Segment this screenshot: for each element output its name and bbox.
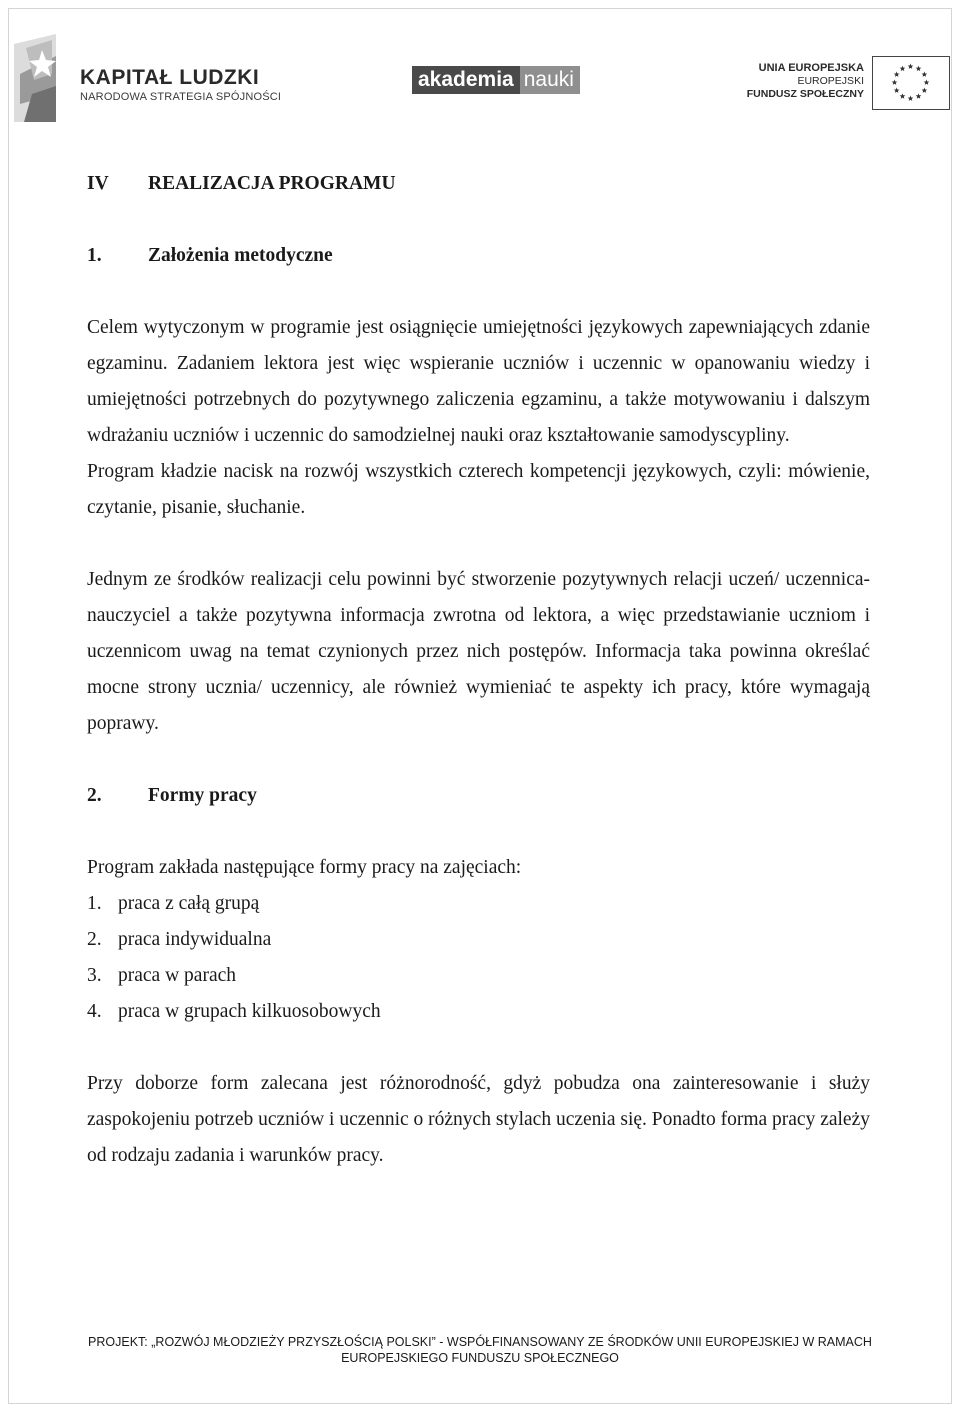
eu-line3: FUNDUSZ SPOŁECZNY [746, 88, 864, 100]
akademia-logo-part: akademia [412, 66, 520, 94]
section-number: IV [87, 173, 109, 194]
eu-star-icon [922, 72, 928, 77]
forms-list [87, 886, 870, 1030]
eu-line2: EUROPEJSKI [797, 75, 864, 87]
footer-line1: PROJEKT: „ROZWÓJ MŁODZIEŻY PRZYSZŁOŚCIĄ POLSKI” - WSPÓŁFINANSOWANY ZE ŚRODKÓW UNII EUROPEJSKIEJ W RAMACH [88, 1335, 872, 1349]
subsection-title-2: Formy pracy [148, 785, 257, 806]
kapital-ludzki-title: KAPITAŁ LUDZKI [80, 66, 260, 89]
eu-line1: UNIA EUROPEJSKA [758, 62, 864, 74]
eu-star-icon [908, 64, 914, 69]
list-item-text: praca w grupach kilkuosobowych [118, 1001, 381, 1022]
akademia-nauki-logo [412, 66, 580, 94]
list-item [87, 958, 870, 994]
eu-star-icon [894, 88, 900, 93]
eu-star-icon [900, 66, 906, 71]
footer-line2: EUROPEJSKIEGO FUNDUSZU SPOŁECZNEGO [341, 1351, 619, 1365]
section-title: REALIZACJA PROGRAMU [148, 173, 396, 194]
eu-flag-icon [872, 56, 950, 110]
subsection-number-2: 2. [87, 785, 102, 806]
paragraph-feedback: Jednym ze środków realizacji celu powinni być stworzenie pozytywnych relacji uczeń/ uczennica- nauczyciel a także pozytywna informacja zwrotna od lektora, a więc przedstawianie uczniom i uczennicom uwag na temat czynionych przez nich postępów. Informacja taka powinna określać mocne strony ucznia/ uczennicy, ale również wymieniać te aspekty ich pracy, które wymagają poprawy. [87, 569, 870, 734]
eu-star-icon [894, 72, 900, 77]
list-item-number: 4. [87, 1001, 102, 1022]
nauki-logo-part: nauki [520, 66, 580, 94]
list-item [87, 886, 870, 922]
forms-intro: Program zakłada następujące formy pracy na zajęciach: [87, 857, 522, 878]
paragraph-competences: Program kładzie nacisk na rozwój wszystkich czterech kompetencji językowych, czyli: mówienie, czytanie, pisanie, słuchanie. [87, 461, 870, 518]
list-item [87, 922, 870, 958]
eu-label [747, 62, 864, 101]
subsection-heading-2 [87, 778, 870, 814]
paragraph-goal: Celem wytyczonym w programie jest osiągnięcie umiejętności językowych zapewniających zdanie egzaminu. Zadaniem lektora jest więc wspieranie uczniów i uczennic w opanowaniu wiedzy i umiejętności potrzebnych do pozytywnego zaliczenia egzaminu, a także motywowaniu i dalszym wdrażaniu uczniów i uczennic do samodzielnej nauki oraz kształtowanie samodyscypliny. [87, 317, 870, 446]
eu-star-icon [916, 93, 922, 98]
subsection-heading-1 [87, 238, 870, 274]
list-item-text: praca indywidualna [118, 929, 272, 950]
list-item-number: 3. [87, 965, 102, 986]
eu-star-icon [892, 80, 898, 85]
kapital-ludzki-subtitle: NARODOWA STRATEGIA SPÓJNOŚCI [80, 91, 282, 103]
paragraph-diversity: Przy doborze form zalecana jest różnorodność, gdyż pobudza ona zainteresowanie i służy zaspokojeniu potrzeb uczniów i uczennic o różnych stylach uczenia się. Ponadto forma pracy zależy od rodzaju zadania i warunków pracy. [87, 1073, 870, 1166]
eu-star-icon [924, 80, 930, 85]
eu-star-icon [900, 93, 906, 98]
eu-star-icon [922, 88, 928, 93]
list-item-number: 1. [87, 893, 102, 914]
subsection-title-1: Założenia metodyczne [148, 245, 333, 266]
document-body [87, 166, 870, 1174]
page-header [0, 0, 960, 130]
list-item-text: praca w parach [118, 965, 236, 986]
section-heading [87, 166, 870, 202]
eu-star-icon [916, 66, 922, 71]
eu-star-icon [908, 96, 914, 101]
list-item-text: praca z całą grupą [118, 893, 260, 914]
subsection-number-1: 1. [87, 245, 102, 266]
page-footer [0, 1334, 960, 1366]
list-item-number: 2. [87, 929, 102, 950]
list-item [87, 994, 870, 1030]
